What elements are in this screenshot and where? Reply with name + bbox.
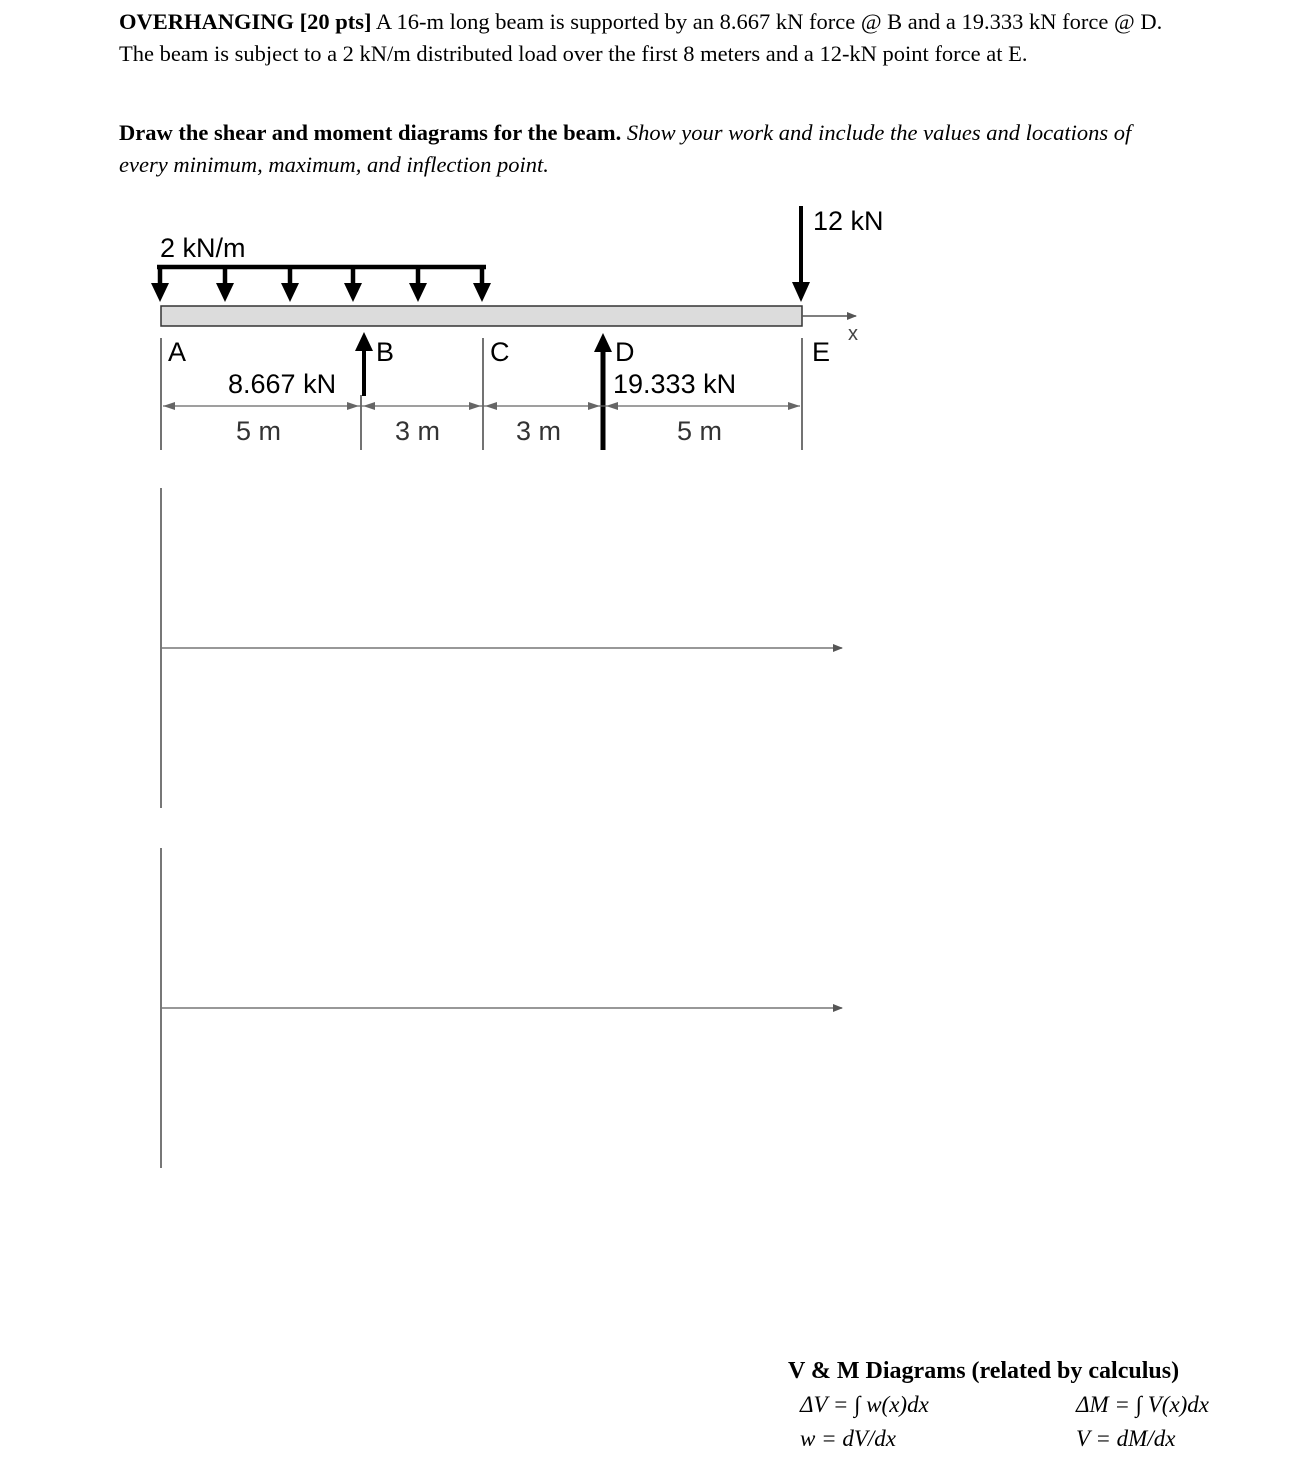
- load-arrow: [216, 267, 234, 302]
- equation-delta-v: ΔV = ∫ w(x)dx: [800, 1392, 929, 1417]
- reaction-label-B: 8.667 kN: [228, 369, 337, 399]
- instruction-bold: Draw the shear and moment diagrams for the beam.: [119, 120, 622, 145]
- load-arrow: [473, 267, 491, 302]
- load-arrow: [344, 267, 362, 302]
- point-label-D: D: [615, 337, 635, 367]
- moment-diagram-axes: [161, 848, 842, 1168]
- equation-delta-m: ΔM = ∫ V(x)dx: [1076, 1392, 1210, 1417]
- segment-label: 5 m: [677, 416, 723, 446]
- reaction-arrow-D: [594, 333, 612, 450]
- reaction-arrow-B: [355, 332, 373, 396]
- segment-label: 3 m: [516, 416, 562, 446]
- shear-diagram-axes: [161, 488, 842, 808]
- segment-label: 3 m: [395, 416, 441, 446]
- dimension-line: [163, 402, 800, 410]
- reaction-label-D: 19.333 kN: [613, 369, 737, 399]
- point-label-A: A: [168, 337, 187, 367]
- distributed-load: [151, 267, 491, 302]
- instruction-italic: Show your work and include the values and locations of every minimum, maximum, and inflection point.: [119, 120, 1132, 177]
- axis-label: x: [848, 323, 858, 345]
- segment-label: 5 m: [236, 416, 282, 446]
- formula-title: V & M Diagrams (related by calculus): [788, 1358, 1180, 1384]
- equation-w: w = dV/dx: [800, 1426, 897, 1451]
- point-label-E: E: [812, 337, 831, 367]
- load-arrow: [281, 267, 299, 302]
- load-arrow: [409, 267, 427, 302]
- point-load-label: 12 kN: [813, 206, 884, 236]
- point-label-B: B: [376, 337, 395, 367]
- problem-heading: OVERHANGING [20 pts]: [119, 9, 372, 34]
- distributed-load-label: 2 kN/m: [160, 233, 246, 263]
- equation-v: V = dM/dx: [1076, 1426, 1176, 1451]
- problem-text: A 16-m long beam is supported by an 8.667 kN force @ B and a 19.333 kN force @ D. The beam is subject to a 2 kN/m distributed load over the first 8 meters and a 12-kN point force at E.: [119, 9, 1163, 66]
- point-label-C: C: [490, 337, 510, 367]
- load-arrow: [151, 267, 169, 302]
- formula-box: [786, 1358, 1276, 1468]
- point-load-arrow: [792, 206, 810, 302]
- beam: [161, 306, 802, 326]
